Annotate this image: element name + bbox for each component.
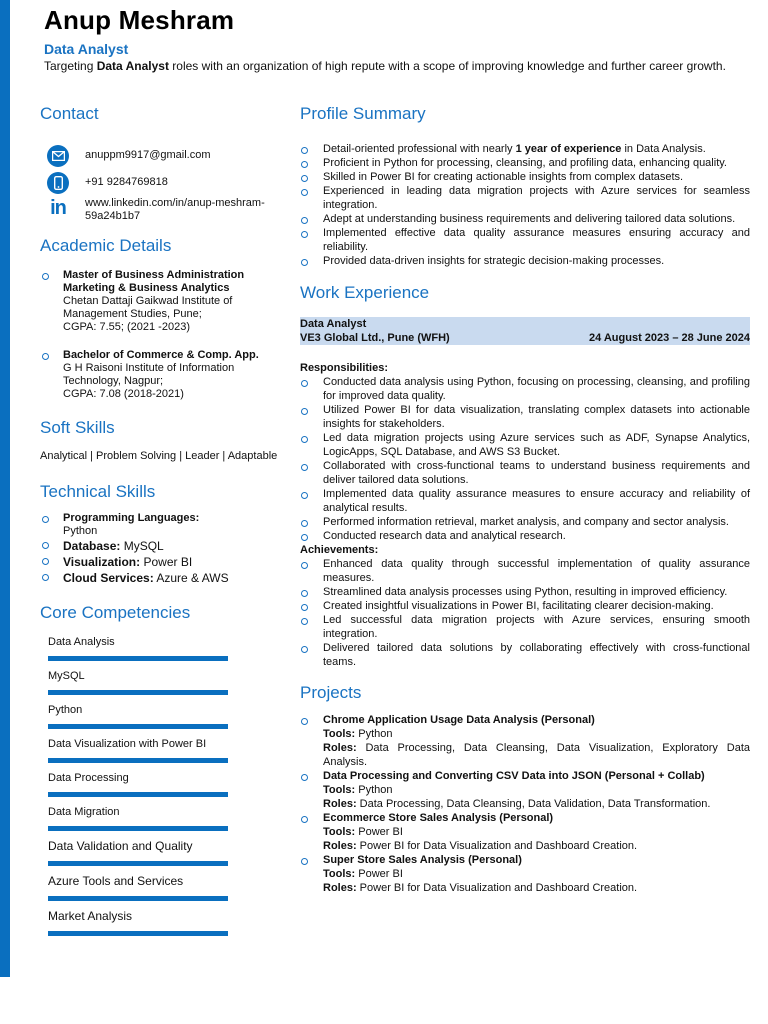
achievements-list xyxy=(300,557,750,669)
contact-email-row xyxy=(40,145,290,167)
project-tools-label: Tools: xyxy=(323,784,356,796)
job-company: VE3 Global Ltd., Pune (WFH) xyxy=(300,332,450,344)
project-tools-label: Tools: xyxy=(323,868,356,880)
contact-linkedin-row xyxy=(40,197,290,223)
job-header xyxy=(300,317,750,345)
competency-item: Data Analysis xyxy=(48,627,228,661)
tech-skill-item xyxy=(40,554,290,570)
institute-name: G H Raisoni Institute of Information Technology, Nagpur; xyxy=(63,362,235,387)
responsibility-item: Led data migration projects using Azure services such as ADF, Synapse Analytics, LogicApps, SQL Database, and AWS S3 Bucket. xyxy=(300,431,750,459)
tech-skill-item xyxy=(40,570,290,586)
competency-item: Data Validation and Quality xyxy=(48,831,228,866)
profile-item: Proficient in Python for processing, cleansing, and profiling data, enhancing quality. xyxy=(300,156,750,170)
core-competencies-list xyxy=(40,627,290,936)
academic-list xyxy=(40,269,290,401)
project-tools-label: Tools: xyxy=(323,728,356,740)
project-roles: Data Processing, Data Cleansing, Data Validation, Data Transformation. xyxy=(356,798,711,810)
achievement-item: Delivered tailored data solutions by collaborating effectively with cross-functional teams. xyxy=(300,641,750,669)
competency-item: Data Processing xyxy=(48,763,228,797)
soft-skills-title: Soft Skills xyxy=(40,418,115,437)
project-tools: Python xyxy=(355,784,393,796)
tech-skill-value: Python xyxy=(63,525,98,537)
left-column xyxy=(40,104,290,936)
contact-phone: +91 9284769818 xyxy=(85,176,168,188)
competency-item: Market Analysis xyxy=(48,901,228,936)
degree-title: Master of Business Administration xyxy=(63,269,245,281)
projects-title: Projects xyxy=(300,683,362,702)
project-item xyxy=(300,713,750,769)
achievement-item: Enhanced data quality through successful implementation of quality assurance measures. xyxy=(300,557,750,585)
resume-header xyxy=(44,4,744,73)
degree-score: CGPA: 7.55; (2021 -2023) xyxy=(63,321,190,333)
candidate-role: Data Analyst xyxy=(44,41,129,57)
profile-summary-title: Profile Summary xyxy=(300,104,426,123)
career-objective xyxy=(44,59,744,73)
job-dates: 24 August 2023 – 28 June 2024 xyxy=(588,332,750,344)
phone-icon xyxy=(47,172,69,194)
project-name: Super Store Sales Analysis (Personal) xyxy=(323,854,522,866)
contact-email[interactable]: anuppm9917@gmail.com xyxy=(85,149,211,161)
technical-skills-list xyxy=(40,512,290,586)
job-company-line xyxy=(300,331,750,345)
profile-item: Adept at understanding business requirements and delivering tailored data solutions. xyxy=(300,212,750,226)
achievements-label: Achievements: xyxy=(300,544,379,556)
tech-skill-label: Cloud Services: xyxy=(63,571,154,585)
project-tools: Power BI xyxy=(355,826,403,838)
project-roles: Data Processing, Data Cleansing, Data Visualization, Exploratory Data Analysis. xyxy=(323,742,750,768)
profile-text-bold: 1 year of experience xyxy=(515,143,622,155)
tech-skill-label: Visualization: xyxy=(63,555,141,569)
project-roles-label: Roles: xyxy=(323,742,357,754)
responsibility-item: Utilized Power BI for data visualization, translating complex datasets into actionable insights for stakeholders. xyxy=(300,403,750,431)
tech-skill-value: MySQL xyxy=(120,539,164,553)
project-name: Chrome Application Usage Data Analysis (Personal) xyxy=(323,714,595,726)
project-roles-label: Roles: xyxy=(323,840,357,852)
project-tools: Power BI xyxy=(355,868,403,880)
project-roles-label: Roles: xyxy=(323,882,357,894)
responsibility-item: Implemented data quality assurance measures to ensure accuracy and reliability of analytical results. xyxy=(300,487,750,515)
profile-summary-list xyxy=(300,142,750,268)
competency-item: Data Visualization with Power BI xyxy=(48,729,228,763)
candidate-name: Anup Meshram xyxy=(44,5,235,35)
competency-item: Data Migration xyxy=(48,797,228,831)
degree-score: CGPA: 7.08 (2018-2021) xyxy=(63,388,184,400)
contact-linkedin[interactable]: www.linkedin.com/in/anup-meshram-59a24b1b7 xyxy=(85,197,265,222)
linkedin-icon: in xyxy=(50,196,66,219)
project-roles: Power BI for Data Visualization and Dashboard Creation. xyxy=(356,840,638,852)
work-experience-title: Work Experience xyxy=(300,283,430,302)
project-name: Ecommerce Store Sales Analysis (Personal) xyxy=(323,812,554,824)
project-name: Data Processing and Converting CSV Data into JSON (Personal + Collab) xyxy=(323,770,705,782)
degree-title: Bachelor of Commerce & Comp. App. xyxy=(63,349,259,361)
tech-skill-value: Power BI xyxy=(140,555,193,569)
left-accent-bar xyxy=(0,0,10,977)
contact-phone-row xyxy=(40,172,290,194)
project-item xyxy=(300,811,750,853)
profile-item: Provided data-driven insights for strategic decision-making processes. xyxy=(300,254,750,268)
soft-skills-text: Analytical | Problem Solving | Leader | Adaptable xyxy=(40,450,278,462)
profile-item: Implemented effective data quality assurance measures ensuring accuracy and reliability. xyxy=(300,226,750,254)
core-competencies-title: Core Competencies xyxy=(40,603,191,622)
envelope-icon xyxy=(47,145,69,167)
profile-item: Skilled in Power BI for creating actionable insights from complex datasets. xyxy=(300,170,750,184)
responsibilities-list xyxy=(300,375,750,543)
project-tools-label: Tools: xyxy=(323,826,356,838)
job-title: Data Analyst xyxy=(300,318,367,330)
projects-list xyxy=(300,713,750,895)
academic-item xyxy=(40,349,290,401)
responsibility-item: Conducted data analysis using Python, focusing on processing, cleansing, and profiling for improved data quality. xyxy=(300,375,750,403)
competency-item: Python xyxy=(48,695,228,729)
objective-suffix: roles with an organization of high repute with a scope of improving knowledge and further career growth. xyxy=(168,59,726,73)
right-column xyxy=(300,104,750,895)
profile-text: Detail-oriented professional with nearly xyxy=(323,143,516,155)
objective-prefix: Targeting xyxy=(44,59,97,73)
project-roles-label: Roles: xyxy=(323,798,357,810)
responsibility-item: Collaborated with cross-functional teams to understand business requirements and deliver tailored data solutions. xyxy=(300,459,750,487)
competency-item: MySQL xyxy=(48,661,228,695)
tech-skill-item xyxy=(40,512,290,538)
achievement-item: Created insightful visualizations in Power BI, facilitating clearer decision-making. xyxy=(300,599,750,613)
institute-name: Chetan Dattaji Gaikwad Institute of Management Studies, Pune; xyxy=(63,295,233,320)
academic-item xyxy=(40,269,290,334)
tech-skill-label: Programming Languages: xyxy=(63,512,200,524)
project-item xyxy=(300,853,750,895)
achievement-item: Streamlined data analysis processes using Python, resulting in improved efficiency. xyxy=(300,585,750,599)
tech-skill-item xyxy=(40,538,290,554)
competency-item: Azure Tools and Services xyxy=(48,866,228,901)
profile-text: in Data Analysis. xyxy=(621,143,706,155)
objective-bold: Data Analyst xyxy=(96,59,169,73)
academic-title: Academic Details xyxy=(40,236,172,255)
profile-item xyxy=(300,142,750,156)
responsibility-item: Conducted research data and analytical research. xyxy=(300,529,750,543)
project-roles: Power BI for Data Visualization and Dashboard Creation. xyxy=(356,882,638,894)
responsibility-item: Performed information retrieval, market analysis, and company and sector analysis. xyxy=(300,515,750,529)
tech-skill-label: Database: xyxy=(63,539,121,553)
tech-skill-value: Azure & AWS xyxy=(153,571,229,585)
responsibilities-label: Responsibilities: xyxy=(300,362,389,374)
contact-title: Contact xyxy=(40,104,99,123)
project-item xyxy=(300,769,750,811)
achievement-item: Led successful data migration projects with Azure services, ensuring smooth integration. xyxy=(300,613,750,641)
project-tools: Python xyxy=(355,728,393,740)
technical-skills-title: Technical Skills xyxy=(40,482,156,501)
profile-item: Experienced in leading data migration projects with Azure services for seamless integration. xyxy=(300,184,750,212)
degree-specialization: Marketing & Business Analytics xyxy=(63,282,230,294)
